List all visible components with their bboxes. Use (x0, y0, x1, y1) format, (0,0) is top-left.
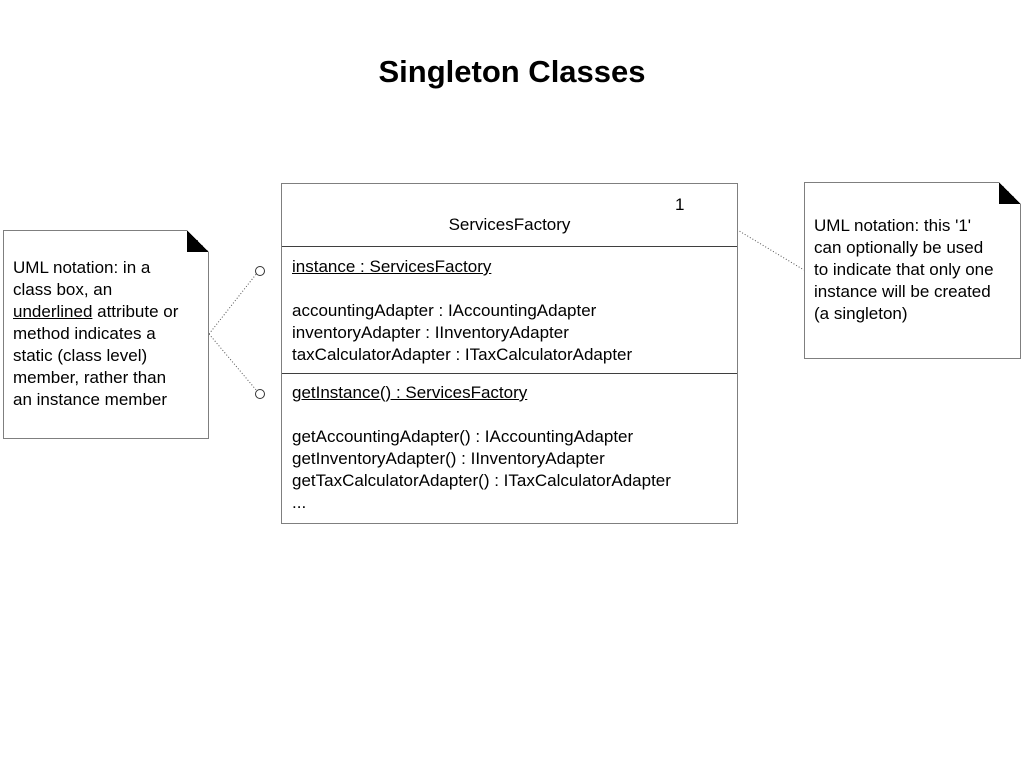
note-line: UML notation: in a (13, 258, 151, 277)
connector-static-operation (209, 334, 257, 391)
attribute-accounting-adapter: accountingAdapter : IAccountingAdapter (292, 301, 597, 320)
note-line: static (class level) (13, 346, 148, 365)
note-singleton-multiplicity-text (814, 215, 1018, 325)
note-line: an instance member (13, 390, 168, 409)
multiplicity-label: 1 (675, 195, 685, 214)
note-static-members-text (13, 257, 205, 411)
underlined-word: underlined (13, 302, 93, 321)
note-line: class box, an (13, 280, 113, 299)
anchor-circle-attribute (256, 267, 265, 276)
connector-static-attribute (209, 273, 257, 334)
static-attribute: instance : ServicesFactory (292, 257, 492, 276)
note-line: to indicate that only one (814, 260, 994, 279)
note-singleton-multiplicity (804, 182, 1021, 359)
note-line: UML notation: this '1' (814, 216, 972, 235)
class-box-services-factory (281, 183, 738, 524)
attribute-tax-calculator-adapter: taxCalculatorAdapter : ITaxCalculatorAdapter (292, 345, 633, 364)
note-static-members (3, 230, 209, 439)
note-line: (a singleton) (814, 304, 908, 323)
static-operation: getInstance() : ServicesFactory (292, 383, 528, 402)
class-name-compartment (282, 184, 737, 247)
note-line: member, rather than (13, 368, 167, 387)
note-fold-corner (999, 182, 1021, 204)
note-line-tail: attribute or (92, 302, 179, 321)
diagram-title: Singleton Classes (378, 54, 646, 89)
attribute-inventory-adapter: inventoryAdapter : IInventoryAdapter (292, 323, 569, 342)
note-line: can optionally be used (814, 238, 984, 257)
operations-ellipsis: ... (292, 493, 307, 512)
anchor-circle-operation (256, 390, 265, 399)
attributes-compartment (282, 246, 737, 374)
note-line: method indicates a (13, 324, 156, 343)
operation-get-accounting-adapter: getAccountingAdapter() : IAccountingAdapter (292, 427, 634, 446)
note-line: instance will be created (814, 282, 991, 301)
note-fold-corner (187, 230, 209, 252)
class-name: ServicesFactory (448, 215, 571, 234)
operations-compartment (282, 374, 737, 522)
note-line-underlined (13, 301, 205, 323)
operation-get-tax-calculator-adapter: getTaxCalculatorAdapter() : ITaxCalculatorAdapter (292, 471, 671, 490)
operation-get-inventory-adapter: getInventoryAdapter() : IInventoryAdapter (292, 449, 605, 468)
